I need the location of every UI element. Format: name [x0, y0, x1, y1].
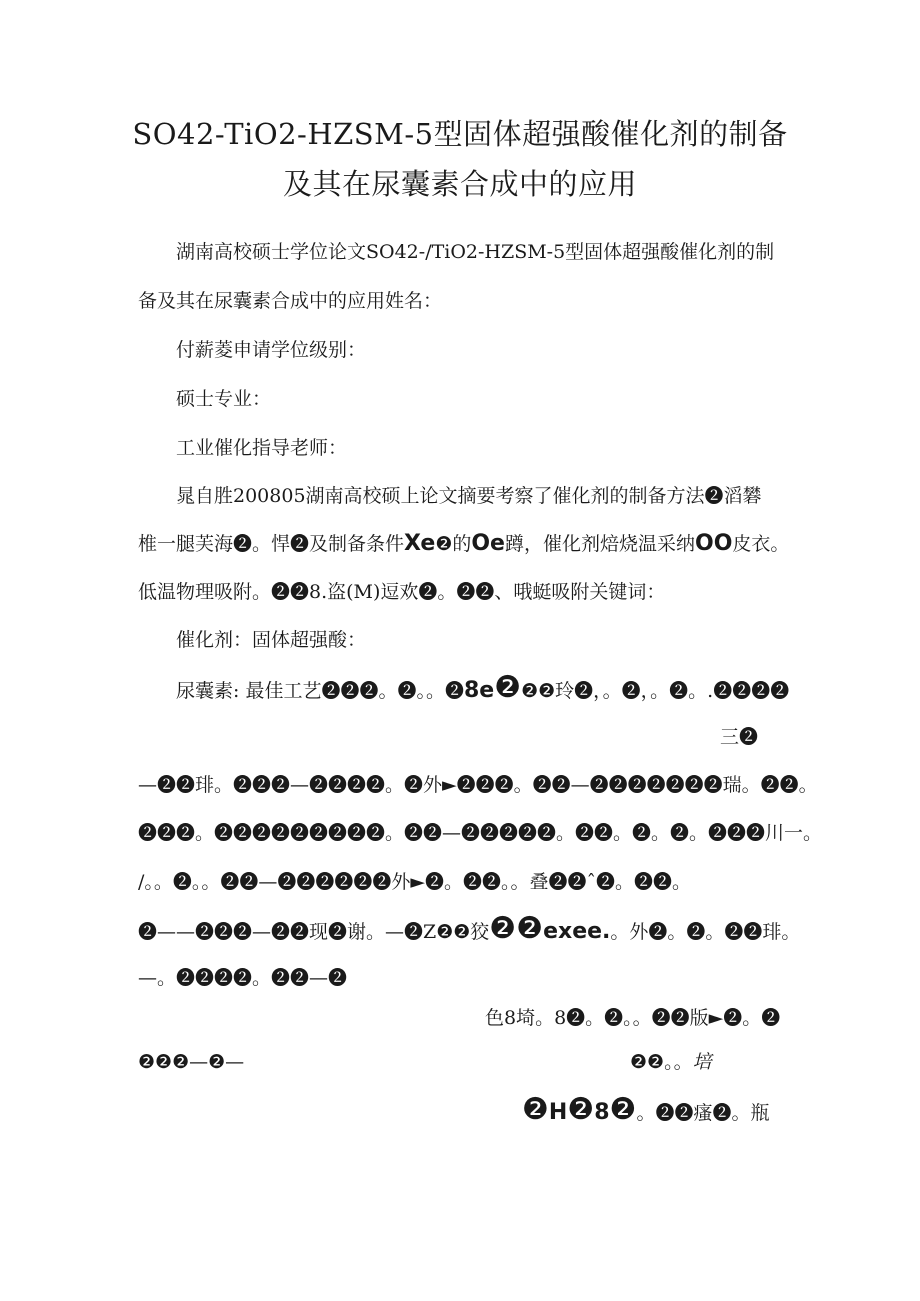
paragraph-line: 三❷: [720, 726, 759, 748]
text-run: ❷❷玲❷，。❷，。❷。.❷❷❷❷: [521, 680, 790, 702]
paragraph-line: —❷❷琲。❷❷❷—❷❷❷❷。❷外►❷❷❷。❷❷—❷❷❷❷❷❷❷瑞。❷❷。: [138, 774, 818, 796]
paragraph-line: [630, 1050, 712, 1074]
text-run: 。外❷。❷。❷❷琲。: [610, 921, 801, 943]
text-run: 培: [692, 1051, 712, 1073]
paragraph-line: ❷❷❷。❷❷❷❷❷❷❷❷❷。❷❷—❷❷❷❷❷。❷❷。❷。❷。❷❷❷川一。: [138, 822, 823, 844]
text-run: 8: [594, 1100, 610, 1125]
paragraph-line: [176, 670, 790, 705]
text-run: ❷的: [435, 533, 472, 555]
title-line-2: 及其在尿囊素合成中的应用: [282, 167, 637, 201]
text-run: 8e: [463, 678, 495, 703]
paragraph-line: [138, 911, 801, 946]
text-run: ❷: [516, 911, 544, 946]
paragraph-line: [138, 532, 789, 556]
paragraph-line: 色8埼。8❷。❷。。❷❷版►❷。❷: [485, 1007, 781, 1029]
text-run: H: [548, 1100, 568, 1125]
text-run: 尿囊素: 最佳工艺❷❷❷。❷。。❷: [176, 680, 464, 702]
text-run: ❷❷。。: [630, 1051, 693, 1073]
title-line-1: SO42-TiO2-HZSM-5型固体超强酸催化剂的制备: [132, 117, 788, 151]
text-run: Xe: [404, 531, 436, 556]
text-run: ❷: [494, 670, 522, 705]
text-run: Oe: [471, 531, 505, 556]
paragraph-line: [522, 1092, 770, 1127]
paragraph-line: 备及其在尿囊素合成中的应用姓名：: [138, 290, 443, 312]
paragraph-line: —。❷❷❷❷。❷❷—❷: [138, 967, 348, 989]
text-run: 。❷❷瘙❷。瓶: [636, 1102, 770, 1124]
paragraph-line: 晁自胜200805湖南高校硕上论文摘要考察了催化剂的制备方法❷滔礬: [176, 485, 762, 507]
text-run: OO: [695, 531, 733, 556]
text-run: ❷——❷❷❷—❷❷现❷谢。—❷Z❷❷狡: [138, 921, 490, 943]
paragraph-line: ❷❷❷—❷—: [138, 1051, 245, 1073]
text-run: 椎一腿芙海❷。悍❷及制备条件: [138, 533, 405, 555]
paragraph-line: 硕士专业：: [176, 388, 272, 410]
text-run: exee.: [543, 919, 611, 944]
paragraph-line: 低温物理吸附。❷❷8.盗(M)逗欢❷。❷❷、哦蜓吸附关键词：: [138, 581, 666, 603]
text-run: 皮衣。: [732, 533, 790, 555]
paragraph-line: 湖南高校硕士学位论文SO42-/TiO2-HZSM-5型固体超强酸催化剂的制: [176, 241, 775, 263]
paragraph-line: 工业催化指导老师：: [176, 437, 348, 459]
text-run: 蹲，催化剂焙烧温采纳: [504, 533, 695, 555]
text-run: ❷: [567, 1092, 595, 1127]
paragraph-line: /。。❷。。❷❷—❷❷❷❷❷❷外►❷。❷❷。。叠❷❷ˆ❷。❷❷。: [138, 871, 692, 893]
paragraph-line: 付薪菱申请学位级别：: [176, 339, 367, 361]
paragraph-line: 催化剂：固体超强酸：: [176, 629, 367, 651]
text-run: ❷: [489, 911, 517, 946]
text-run: ❷: [609, 1092, 637, 1127]
text-run: ❷: [522, 1092, 549, 1127]
